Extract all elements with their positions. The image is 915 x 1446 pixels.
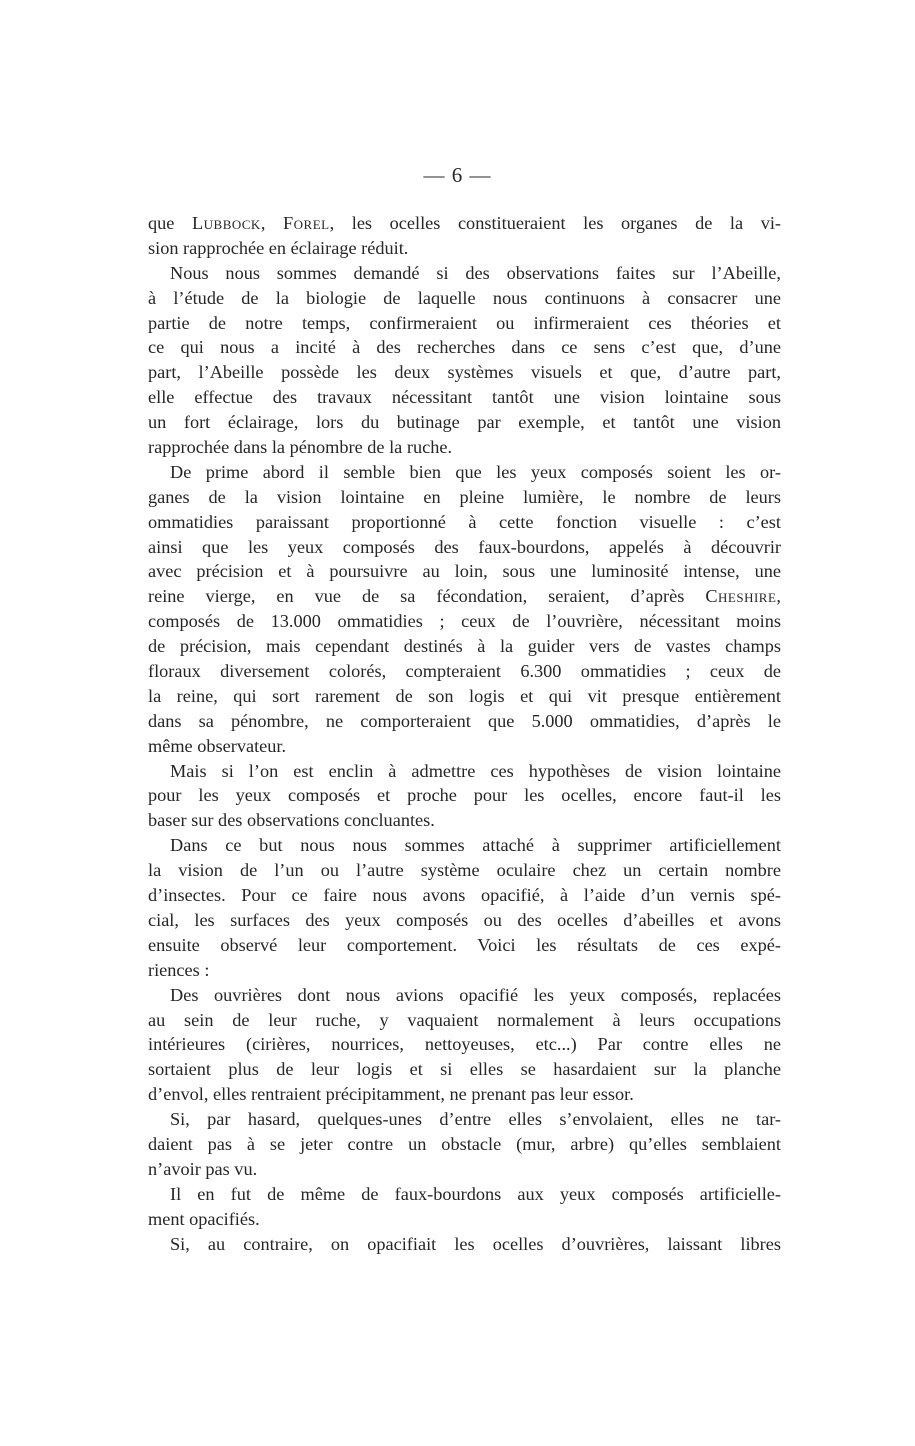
text-line	[148, 1032, 781, 1057]
text-line	[148, 435, 781, 460]
text-line	[148, 833, 781, 858]
text-run: ,	[776, 586, 781, 607]
paragraph	[148, 211, 781, 261]
text-line	[148, 1057, 781, 1082]
text-line	[148, 933, 781, 958]
text-run: ganes de la vision lointaine en pleine lumière, le nombre de leurs	[148, 486, 781, 507]
text-line	[148, 783, 781, 808]
text-line	[148, 958, 781, 983]
text-run: De prime abord il semble bien que les yeux composés soient les or-	[170, 461, 781, 482]
text-run: floraux diversement colorés, compteraient 6.300 ommatidies ; ceux de	[148, 661, 781, 682]
text-run: au sein de leur ruche, y vaquaient normalement à leurs occupations	[148, 1009, 781, 1030]
text-run: ainsi que les yeux composés des faux-bourdons, appelés à découvrir	[148, 536, 781, 557]
text-run: Il en fut de même de faux-bourdons aux yeux composés artificielle-	[170, 1183, 781, 1204]
text-run: daient pas à se jeter contre un obstacle (mur, arbre) qu’elles semblaient	[148, 1133, 781, 1154]
text-line	[148, 485, 781, 510]
text-run: n’avoir pas vu.	[148, 1158, 258, 1179]
text-line	[148, 908, 781, 933]
text-run: , les ocelles constitueraient les organes de la vi-	[329, 213, 782, 233]
paragraph	[148, 460, 781, 759]
paragraph	[148, 759, 781, 834]
text-line	[148, 559, 781, 584]
body-text	[148, 211, 781, 1256]
text-run: d’insectes. Pour ce faire nous avons opacifié, à l’aide d’un vernis spé-	[148, 885, 781, 906]
text-line	[148, 584, 781, 609]
text-line	[148, 1182, 781, 1207]
text-line	[148, 261, 781, 286]
text-run: dans sa pénombre, ne comporteraient que 5.000 ommatidies, d’après le	[148, 710, 781, 731]
text-line	[148, 709, 781, 734]
text-line	[148, 983, 781, 1008]
text-line	[148, 410, 781, 435]
text-line	[148, 659, 781, 684]
paragraph	[148, 1182, 781, 1232]
text-line	[148, 360, 781, 385]
text-line	[148, 385, 781, 410]
text-run: Dans ce but nous nous sommes attaché à supprimer artificiellement	[170, 835, 781, 856]
text-run: la reine, qui sort rarement de son logis et qui vit presque entièrement	[148, 685, 781, 706]
text-run: partie de notre temps, confirmeraient ou infirmeraient ces théories et	[148, 312, 781, 333]
text-run: pour les yeux composés et proche pour les ocelles, encore faut-il les	[148, 785, 781, 806]
author-name: Cheshire	[705, 586, 777, 607]
text-run: ensuite observé leur comportement. Voici les résultats de ces expé-	[148, 934, 781, 955]
text-run: part, l’Abeille possède les deux systèmes visuels et que, d’autre part,	[148, 362, 781, 383]
text-run: elle effectue des travaux nécessitant tantôt une vision lointaine sous	[148, 387, 781, 408]
text-run: Si, au contraire, on opacifiait les ocelles d’ouvrières, laissant libres	[170, 1233, 781, 1254]
text-line	[148, 535, 781, 560]
text-run: baser sur des observations concluantes.	[148, 810, 435, 831]
text-run: reine vierge, en vue de sa fécondation, seraient, d’après	[148, 586, 706, 607]
text-line	[148, 1107, 781, 1132]
text-run: cial, les surfaces des yeux composés ou des ocelles d’abeilles et avons	[148, 909, 781, 930]
text-line	[148, 460, 781, 485]
text-run: composés de 13.000 ommatidies ; ceux de l’ouvrière, nécessitant moins	[148, 611, 781, 632]
text-run: sion rapprochée en éclairage réduit.	[148, 237, 409, 258]
paragraph	[148, 1232, 781, 1257]
text-line	[148, 1157, 781, 1182]
paragraph	[148, 833, 781, 982]
text-line	[148, 236, 781, 261]
text-line	[148, 311, 781, 336]
text-run: Des ouvrières dont nous avions opacifié les yeux composés, replacées	[170, 984, 781, 1005]
text-line	[148, 734, 781, 759]
text-line	[148, 1082, 781, 1107]
text-run: d’envol, elles rentraient précipitamment, ne prenant pas leur essor.	[148, 1084, 634, 1105]
text-run: ment opacifiés.	[148, 1208, 260, 1229]
text-line	[148, 1008, 781, 1033]
page-number: — 6 —	[423, 163, 492, 187]
author-name: Forel	[282, 213, 330, 233]
text-run: de précision, mais cependant destinés à la guider vers de vastes champs	[148, 636, 781, 657]
text-run: la vision de l’un ou l’autre système oculaire chez un certain nombre	[148, 860, 781, 881]
text-run: ommatidies paraissant proportionné à cette fonction visuelle : c’est	[148, 511, 781, 532]
text-line	[148, 510, 781, 535]
paragraph	[148, 261, 781, 460]
text-line	[148, 1232, 781, 1257]
text-run: à l’étude de la biologie de laquelle nous continuons à consacrer une	[148, 287, 781, 308]
text-line	[148, 634, 781, 659]
text-run: que	[148, 213, 192, 233]
text-run: avec précision et à poursuivre au loin, sous une luminosité intense, une	[148, 561, 781, 582]
text-run: rapprochée dans la pénombre de la ruche.	[148, 437, 453, 458]
text-run: sortaient plus de leur logis et si elles se hasardaient sur la planche	[148, 1059, 781, 1080]
text-line	[148, 211, 781, 236]
text-run: intérieures (cirières, nourrices, nettoyeuses, etc...) Par contre elles ne	[148, 1034, 781, 1055]
text-line	[148, 858, 781, 883]
text-line	[148, 1207, 781, 1232]
text-line	[148, 808, 781, 833]
text-line	[148, 684, 781, 709]
text-run: ,	[260, 213, 283, 233]
text-run: ce qui nous a incité à des recherches dans ce sens c’est que, d’une	[148, 337, 781, 358]
text-run: riences :	[148, 959, 210, 980]
text-line	[148, 883, 781, 908]
text-run: Mais si l’on est enclin à admettre ces hypothèses de vision lointaine	[170, 760, 781, 781]
text-line	[148, 286, 781, 311]
text-line	[148, 1132, 781, 1157]
text-run: même observateur.	[148, 735, 287, 756]
text-run: un fort éclairage, lors du butinage par exemple, et tantôt une vision	[148, 412, 781, 433]
paragraph	[148, 983, 781, 1107]
paragraph	[148, 1107, 781, 1182]
text-line	[148, 609, 781, 634]
text-line	[148, 335, 781, 360]
text-line	[148, 759, 781, 784]
text-run: Nous nous sommes demandé si des observations faites sur l’Abeille,	[170, 262, 781, 283]
author-name: Lubbock	[191, 213, 261, 233]
text-run: Si, par hasard, quelques-unes d’entre elles s’envolaient, elles ne tar-	[170, 1109, 781, 1130]
